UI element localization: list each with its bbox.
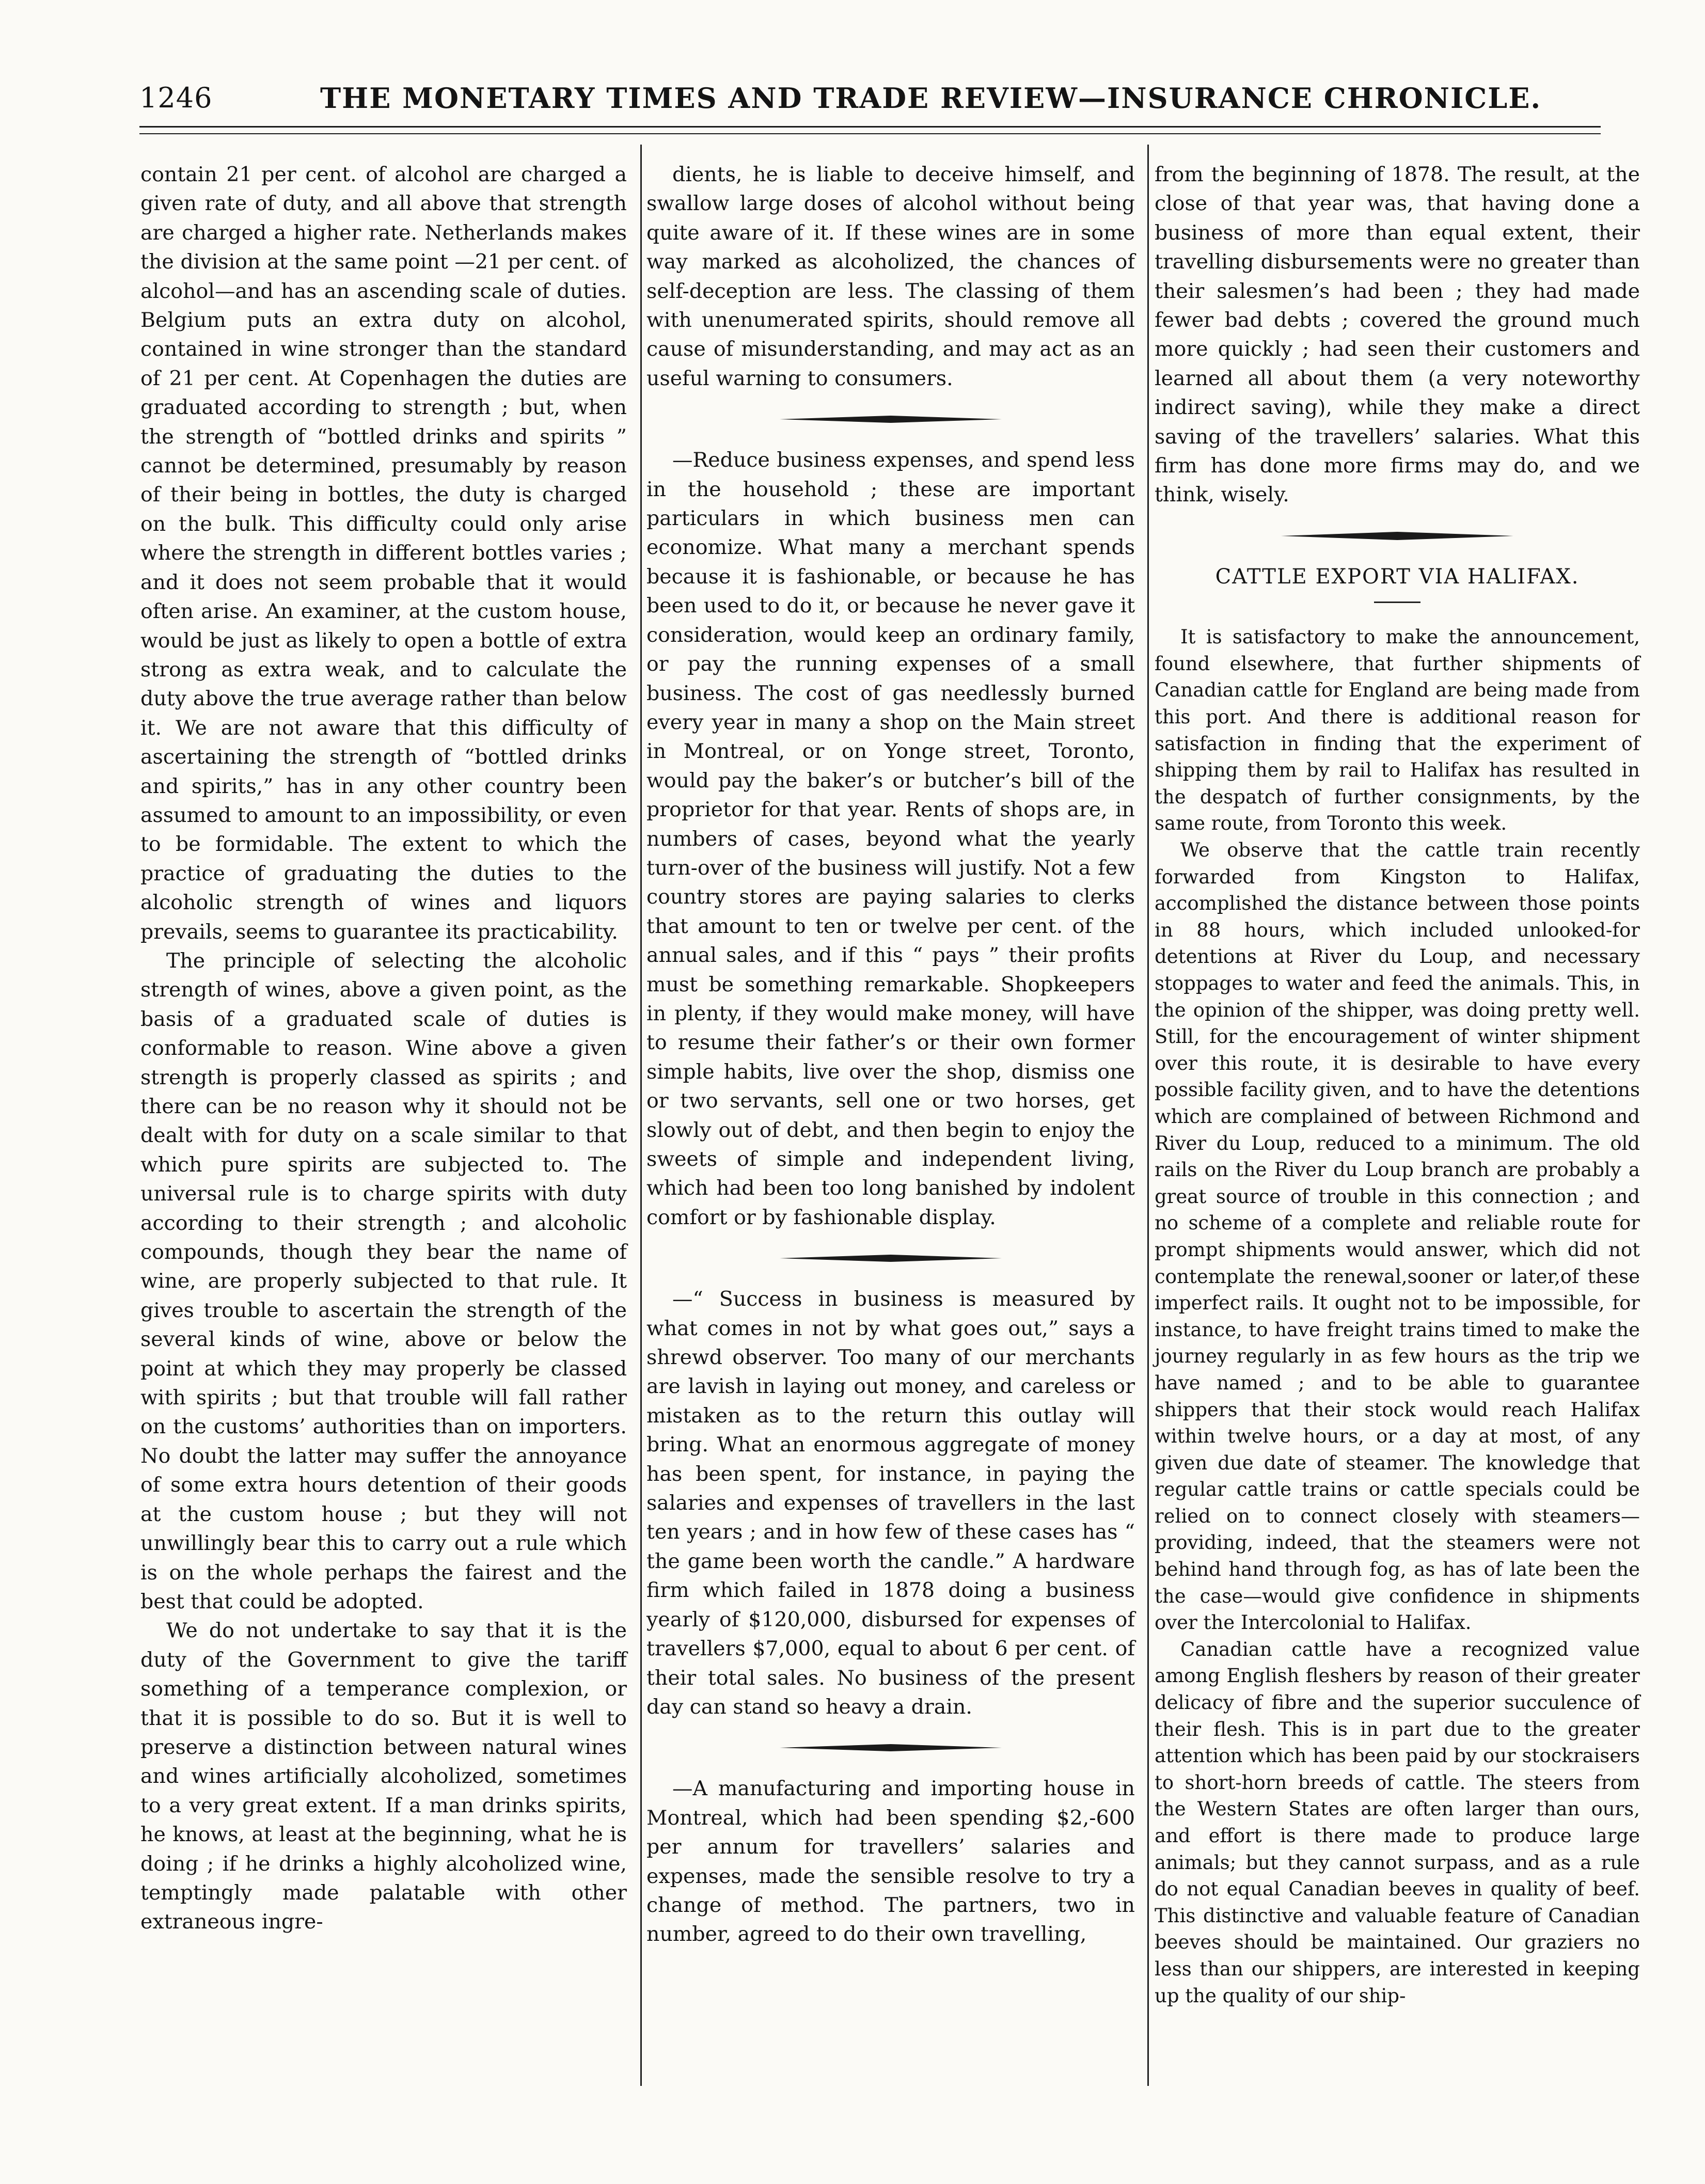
col3-paragraph-3: We observe that the cattle train recently forwarded from Kingston to Halifax, accomplished the distance between those points in 88 hours, which included unlooked-for detentions at River du Loup, and necessary stoppages to water and feed the animals. This, in the opinion of the shipper, was doing pretty well. Still, for the encouragement of winter shipment over this route, it is desirable to have every possible facility given, and to have the detentions which are complained of between Richmond and River du Loup, reduced to a minimum. The old rails on the River du Loup branch are probably a great source of trouble in this connection ; and no scheme of a complete and reliable route for prompt shipments would answer, which did not contemplate the renewal,sooner or later,of these imperfect rails. It ought not to be impossible, for instance, to have freight trains timed to make the journey regularly in as few hours as the trip we have named ; and to be able to guarantee shippers that their stock would reach Halifax within twelve hours, or a day at most, of any given due date of steamer. The knowledge that regular cattle trains or cattle specials could be relied on to connect closely with steamers—providing, indeed, that the steamers were not behind hand through fog, as has of late been the the case—would give confidence in shipments over the Intercolonial to Halifax. bbox=[1155, 839, 1640, 1634]
col1-paragraph-3: We do not undertake to say that it is the duty of the Government to give the tariff something of a temperance complexion, or that it is possible to do so. But it is well to preserve a distinction between natural wines and wines artificially alcoholized, sometimes to a very great extent. If a man drinks spirits, he knows, at least at the beginning, what he is doing ; if he drinks a highly alcoholized wine, temptingly made palatable with other extraneous ingre- bbox=[140, 1619, 627, 1934]
col2-paragraph-1: dients, he is liable to deceive himself, and swallow large doses of alcohol without being quite aware of it. If these wines are in some way marked as alcoholized, the chances of self-deception are less. The classing of them with unenumerated spirits, should remove all cause of misunderstanding, and may act as an useful warning to consumers. bbox=[646, 163, 1135, 390]
column-divider-1 bbox=[640, 145, 642, 2086]
header-rule-secondary bbox=[139, 133, 1601, 134]
col1-paragraph-2: The principle of selecting the alcoholic strength of wines, above a given point, as the basis of a graduated scale of duties is conformable to reason. Wine above a given strength is properly classed as spirits ; and there can be no reason why it should not be dealt with for duty on a scale similar to that which pure spirits are subjected to. The universal rule is to charge spirits with duty according to their strength ; and alcoholic compounds, though they bear the name of wine, are properly subjected to that rule. It gives trouble to ascertain the strength of the several kinds of wine, above or below the point at which they may properly be classed with spirits ; but that trouble will fall rather on the customs’ authorities than on importers. No doubt the latter may suffer the annoyance of some extra hours detention of their goods at the custom house ; but they will not unwillingly bear this to carry out a rule which is on the whole perhaps the fairest and the best that could be adopted. bbox=[140, 948, 627, 1613]
column-divider-2 bbox=[1147, 145, 1149, 2086]
column-3 bbox=[1155, 160, 1640, 2009]
section-separator bbox=[1278, 530, 1516, 542]
article-heading: CATTLE EXPORT VIA HALIFAX. bbox=[1215, 564, 1580, 589]
col2-paragraph-3: —“ Success in business is measured by what comes in not by what goes out,” says a shrewd observer. Too many of our merchants are lavish in laying out money, and careless or mistaken as to the return this outlay will bring. What an enormous aggregate of money has been spent, for instance, in paying the salaries and expenses of travellers in the last ten years ; and in how few of these cases has “ the game been worth the candle.” A hardware firm which failed in 1878 doing a business yearly of $120,000, disbursed for expenses of travellers $7,000, equal to about 6 per cent. of their total sales. No business of the present day can stand so heavy a drain. bbox=[646, 1287, 1135, 1719]
column-2 bbox=[646, 160, 1135, 1949]
col3-paragraph-2: It is satisfactory to make the announcement, found elsewhere, that further shipments of Canadian cattle for England are being made from this port. And there is additional reason for satisfaction in finding that the experiment of shipping them by rail to Halifax has resulted in the despatch of further consignments, by the same route, from Toronto this week. bbox=[1155, 626, 1640, 835]
section-separator bbox=[777, 1742, 1004, 1753]
section-separator bbox=[777, 414, 1004, 425]
col1-paragraph-1: contain 21 per cent. of alcohol are charged a given rate of duty, and all above that strength are charged a higher rate. Netherlands makes the division at the same point —21 per cent. of alcohol—and has an ascending scale of duties. Belgium puts an extra duty on alcohol, contained in wine stronger than the standard of 21 per cent. At Copenhagen the duties are graduated according to strength ; but, when the strength of “bottled drinks and spirits ” cannot be determined, presumably by reason of their being in bottles, the duty is charged on the bulk. This difficulty could only arise where the strength in different bottles varies ; and it does not seem probable that it would often arise. An examiner, at the custom house, would be just as likely to open a bottle of extra strong as extra weak, and to calculate the duty above the true average rather than below it. We are not aware that this difficulty of ascertaining the strength of “bottled drinks and spirits,” has in any other country been assumed to amount to an impossibility, or even to be formidable. The extent to which the practice of graduating the duties to the alcoholic strength of wines and liquors prevails, seems to guarantee its practicability. bbox=[140, 163, 627, 944]
page-number: 1246 bbox=[139, 82, 213, 114]
col3-paragraph-4: Canadian cattle have a recognized value among English fleshers by reason of their greater delicacy of fibre and the superior succulence of their flesh. This is in part due to the greater attention which has been paid by our stockraisers to short-horn breeds of cattle. The steers from the Western States are often larger than ours, and effort is there made to produce large animals; but they cannot surpass, and as a rule do not equal Canadian beeves in quality of beef. This distinctive and valuable feature of Canadian beeves should be maintained. Our graziers no less than our shippers, are interested in keeping up the quality of our ship- bbox=[1155, 1638, 1640, 2007]
col3-paragraph-1: from the beginning of 1878. The result, at the close of that year was, that having done a business of more than equal extent, their travelling disbursements were no greater than their salesmen’s had been ; they had made fewer bad debts ; covered the ground much more quickly ; had seen their customers and learned all about them (a very noteworthy indirect saving), while they make a direct saving of the travellers’ salaries. What this firm has done more firms may do, and we think, wisely. bbox=[1155, 163, 1640, 507]
col2-paragraph-2: —Reduce business expenses, and spend less in the household ; these are important particulars in which business men can economize. What many a merchant spends because it is fashionable, or because he has been used to do it, or because he never gave it consideration, would keep an ordinary family, or pay the running expenses of a small business. The cost of gas needlessly burned every year in many a shop on the Main street in Montreal, or on Yonge street, Toronto, would pay the baker’s or butcher’s bill of the proprietor for that year. Rents of shops are, in numbers of cases, beyond what the yearly turn-over of the business will justify. Not a few country stores are paying salaries to clerks that amount to ten or twelve per cent. of the annual sales, and if this “ pays ” their profits must be something remarkable. Shopkeepers in plenty, if they would make money, will have to resume their father’s or their own former simple habits, live over the shop, dismiss one or two servants, sell one or two horses, get slowly out of debt, and then begin to enjoy the sweets of simple and independent living, which had been too long banished by indolent comfort or by fashionable display. bbox=[646, 448, 1135, 1229]
header-rule bbox=[139, 126, 1601, 128]
masthead-title: THE MONETARY TIMES AND TRADE REVIEW—INSURANCE CHRONICLE. bbox=[320, 82, 1542, 115]
column-1 bbox=[140, 160, 627, 1937]
heading-rule bbox=[1374, 602, 1420, 603]
section-separator bbox=[777, 1253, 1004, 1264]
col2-paragraph-4: —A manufacturing and importing house in Montreal, which had been spending $2,-600 per annum for travellers’ salaries and expenses, made the sensible resolve to try a change of method. The partners, two in number, agreed to do their own travelling, bbox=[646, 1777, 1135, 1946]
